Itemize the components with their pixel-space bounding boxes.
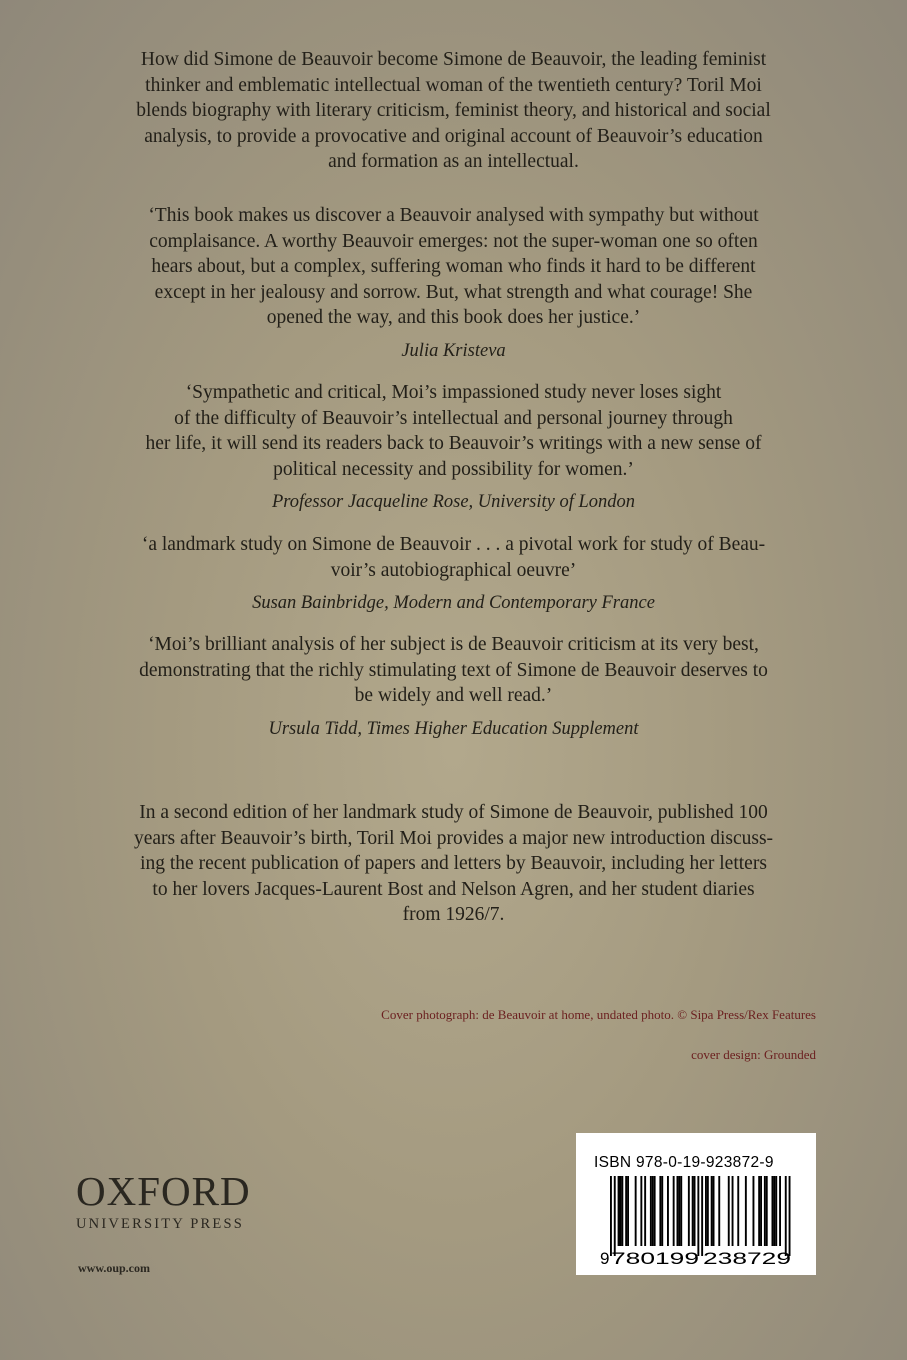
barcode-bar — [764, 1176, 766, 1246]
barcode-bar — [692, 1176, 694, 1246]
quote-line: of the difficulty of Beauvoir’s intellectual and personal journey through — [174, 407, 733, 429]
barcode-bar — [779, 1176, 781, 1246]
barcode-left-digits: 780199 — [611, 1249, 699, 1268]
barcode-bar — [688, 1176, 690, 1246]
quote-line: hears about, but a complex, suffering woman who finds it hard to be different — [151, 256, 756, 278]
barcode-bar — [758, 1176, 760, 1246]
barcode-right-digits: 238729 — [703, 1249, 791, 1268]
barcode-bar — [677, 1176, 679, 1246]
quote-line: except in her jealousy and sorrow. But, what strength and what courage! She — [154, 281, 753, 303]
barcode-bar — [652, 1176, 654, 1246]
barcode-bar — [667, 1176, 669, 1246]
quote-attribution: Julia Kristeva — [401, 340, 506, 361]
barcode-guard-bar — [785, 1176, 787, 1256]
photo-credit: Cover photograph: de Beauvoir at home, undated photo. © Sipa Press/Rex Features — [381, 1007, 816, 1022]
barcode-bar — [654, 1176, 656, 1246]
barcode-bar — [621, 1176, 623, 1246]
book-description — [80, 47, 827, 175]
barcode-bar — [773, 1176, 775, 1246]
quote-line: opened the way, and this book does her justice.’ — [266, 307, 641, 329]
barcode-bar — [618, 1176, 620, 1246]
barcode-bar — [760, 1176, 762, 1246]
isbn-label: ISBN 978-0-19-923872-9 — [594, 1154, 774, 1171]
quote-line: be widely and well read.’ — [354, 685, 553, 707]
barcode-guard-bar — [697, 1176, 699, 1256]
barcode-bar — [737, 1176, 739, 1246]
design-credit: cover design: Grounded — [691, 1047, 816, 1062]
publisher-name: OXFORD — [76, 1168, 251, 1214]
quote-attribution: Susan Bainbridge, Modern and Contemporary France — [252, 593, 655, 614]
description-line: blends biography with literary criticism, feminist theory, and historical and social — [136, 100, 771, 122]
second-edition-note — [80, 800, 827, 928]
barcode-bar — [644, 1176, 646, 1246]
barcode-guard-bar — [610, 1176, 612, 1256]
description-line: How did Simone de Beauvoir become Simone de Beauvoir, the leading feminist — [140, 49, 767, 70]
edition-line: In a second edition of her landmark study of Simone de Beauvoir, published 100 — [139, 802, 768, 823]
barcode-bar — [707, 1176, 709, 1246]
quote-line: ‘Sympathetic and critical, Moi’s impassioned study never loses sight — [185, 382, 722, 403]
barcode-bar — [728, 1176, 730, 1246]
barcode-graphic — [576, 1133, 816, 1275]
barcode-bar — [732, 1176, 734, 1246]
edition-line: to her lovers Jacques-Laurent Bost and Nelson Agren, and her student diaries — [152, 878, 755, 900]
barcode-bar — [694, 1176, 696, 1246]
isbn-barcode — [576, 1133, 816, 1275]
review-quote-rose — [80, 380, 827, 514]
barcode-bar — [766, 1176, 768, 1246]
quote-attribution: Ursula Tidd, Times Higher Education Supplement — [268, 718, 639, 739]
edition-line: ing the recent publication of papers and letters by Beauvoir, including her letters — [140, 853, 767, 875]
barcode-bar — [680, 1176, 682, 1246]
oxford-logo — [76, 1170, 276, 1233]
edition-line: from 1926/7. — [402, 904, 505, 926]
edition-line: years after Beauvoir’s birth, Toril Moi provides a major new introduction discuss- — [133, 827, 774, 849]
barcode-bar — [650, 1176, 652, 1246]
quote-line: voir’s autobiographical oeuvre’ — [330, 559, 577, 581]
publisher-website: www.oup.com — [78, 1261, 151, 1275]
barcode-bar — [673, 1176, 675, 1246]
barcode-bar — [718, 1176, 720, 1246]
barcode-bar — [620, 1176, 622, 1246]
barcode-bar — [775, 1176, 777, 1246]
quote-line: political necessity and possibility for women.’ — [273, 458, 634, 480]
barcode-bar — [772, 1176, 774, 1246]
quote-line: ‘Moi’s brilliant analysis of her subject is de Beauvoir criticism at its very best, — [148, 634, 759, 655]
review-quote-tidd — [80, 632, 827, 741]
barcode-bar — [678, 1176, 680, 1246]
barcode-bar — [661, 1176, 663, 1246]
barcode-bar — [705, 1176, 707, 1246]
review-quote-bainbridge — [80, 532, 827, 615]
barcode-guard-bar — [789, 1176, 791, 1256]
barcode-guard-bar — [614, 1176, 616, 1256]
barcode-bar — [635, 1176, 637, 1246]
barcode-bar — [640, 1176, 642, 1246]
description-line: analysis, to provide a provocative and original account of Beauvoir’s education — [144, 125, 763, 147]
review-quote-kristeva — [80, 203, 827, 363]
quote-line: complaisance. A worthy Beauvoir emerges: not the super-woman one so often — [149, 230, 758, 252]
barcode-bar — [753, 1176, 755, 1246]
description-line: and formation as an intellectual. — [328, 151, 579, 173]
barcode-bar — [659, 1176, 661, 1246]
barcode-bar — [745, 1176, 747, 1246]
barcode-bar — [625, 1176, 627, 1246]
barcode-bar — [627, 1176, 629, 1246]
barcode-guard-bar — [701, 1176, 703, 1256]
quote-line: demonstrating that the richly stimulating text of Simone de Beauvoir deserves to — [139, 659, 768, 681]
barcode-bar — [713, 1176, 715, 1246]
quote-line: her life, it will send its readers back to Beauvoir’s writings with a new sense of — [145, 433, 762, 455]
quote-line: ‘This book makes us discover a Beauvoir analysed with sympathy but without — [148, 205, 759, 226]
description-line: thinker and emblematic intellectual woman of the twentieth century? Toril Moi — [145, 74, 762, 96]
quote-attribution: Professor Jacqueline Rose, University of London — [271, 492, 636, 513]
quote-line: ‘a landmark study on Simone de Beauvoir . . . a pivotal work for study of Beau- — [141, 534, 766, 555]
barcode-lead-digit: 9 — [600, 1249, 610, 1268]
barcode-bar — [711, 1176, 713, 1246]
publisher-subtitle: UNIVERSITY PRESS — [76, 1216, 245, 1232]
